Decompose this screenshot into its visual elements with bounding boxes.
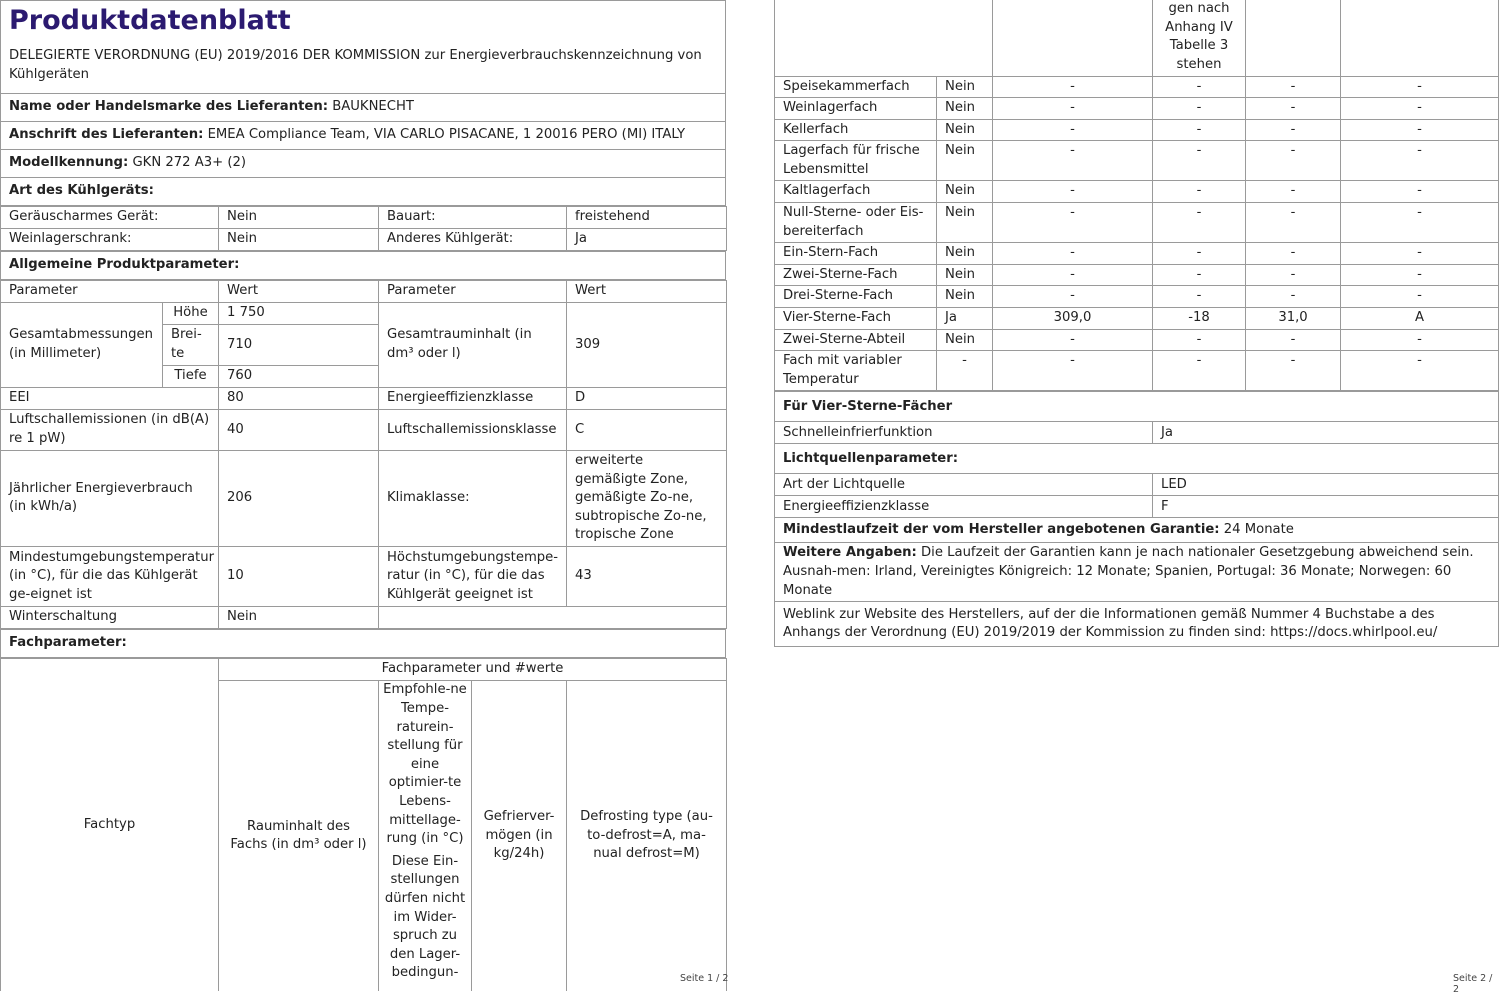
- width-value: 710: [219, 325, 379, 366]
- compartment-freeze: -: [1246, 76, 1341, 98]
- compartment-freeze: -: [1246, 203, 1341, 243]
- compartment-present: Nein: [937, 264, 993, 286]
- col-temp-text: Empfohle-ne Tempe-raturein-stellung für eine optimier-te Lebens-mittellage-rung (in °C): [383, 682, 467, 847]
- type-value: freistehend: [567, 207, 727, 229]
- winter-label: Winterschaltung: [1, 606, 219, 628]
- compartment-volume: -: [993, 329, 1153, 351]
- table-row: [775, 181, 1499, 203]
- fourstar-heading: Für Vier-Sterne-Fächer: [775, 392, 1499, 422]
- compartment-defrost: -: [1341, 264, 1499, 286]
- maxtemp-value: 43: [567, 546, 727, 606]
- further-text: Die Laufzeit der Garantien kann je nach nationaler Gesetzgebung abweichend sein. Ausnah-men: Irland, Vereinigtes Königreich: 12 Monate; Spanien, Portugal: 36 Monate; Norwegen: 60 Monate: [783, 545, 1474, 598]
- col-volume: Rauminhalt des Fachs (in dm³ oder l): [219, 681, 379, 991]
- compartment-name: Kaltlagerfach: [775, 181, 937, 203]
- cont-cell: [1246, 0, 1341, 76]
- type-value: Ja: [567, 229, 727, 251]
- further-label: Weitere Angaben:: [783, 545, 917, 561]
- supplier-name-label: Name oder Handelsmarke des Lieferanten:: [9, 99, 328, 115]
- volume-label: Gesamtrauminhalt (in dm³ oder l): [379, 303, 567, 388]
- comp-group-header: Fachparameter und #werte: [219, 658, 727, 680]
- weblink-url[interactable]: https://docs.whirlpool.eu/: [1270, 625, 1438, 641]
- table-row: [775, 203, 1499, 243]
- compartment-defrost: -: [1341, 181, 1499, 203]
- compartment-volume: -: [993, 264, 1153, 286]
- compartment-temp: -: [1153, 76, 1246, 98]
- cont-cell: [775, 0, 993, 76]
- compartment-temp: -: [1153, 286, 1246, 308]
- climate-value: erweiterte gemäßigte Zone, gemäßigte Zo-ne, subtropische Zo-ne, tropische Zone: [567, 451, 727, 547]
- compartment-freeze: -: [1246, 329, 1341, 351]
- compartment-present: Nein: [937, 98, 993, 120]
- col-temp-note: Diese Ein-stellungen dürfen nicht im Wider-spruch zu den Lager-bedingun-: [384, 853, 466, 981]
- table-row: [775, 286, 1499, 308]
- compartment-volume: -: [993, 181, 1153, 203]
- compartment-name: Speisekammerfach: [775, 76, 937, 98]
- compartment-name: Fach mit variabler Temperatur: [775, 351, 937, 391]
- warranty-label: Mindestlaufzeit der vom Hersteller angebotenen Garantie:: [783, 522, 1220, 538]
- regulation-text: DELEGIERTE VERORDNUNG (EU) 2019/2016 DER KOMMISSION zur Energieverbrauchskennzeichnung von Kühlgeräten: [1, 39, 726, 94]
- model-value: GKN 272 A3+ (2): [132, 155, 247, 171]
- warranty-value: 24 Monate: [1223, 522, 1294, 538]
- compartment-defrost: -: [1341, 98, 1499, 120]
- compartment-defrost: -: [1341, 351, 1499, 391]
- compartment-name: Lagerfach für frische Lebensmittel: [775, 141, 937, 181]
- compartment-freeze: -: [1246, 351, 1341, 391]
- compartment-freeze: -: [1246, 181, 1341, 203]
- compartment-name: Null-Sterne- oder Eis-bereiterfach: [775, 203, 937, 243]
- compartment-defrost: -: [1341, 119, 1499, 141]
- compartment-freeze: -: [1246, 119, 1341, 141]
- header-table: [0, 0, 726, 206]
- energy-value: 206: [219, 451, 379, 547]
- page-number-1: Seite 1 / 2: [680, 973, 729, 984]
- compartment-temp: -: [1153, 329, 1246, 351]
- compartment-temp: -: [1153, 243, 1246, 265]
- compartment-defrost: -: [1341, 243, 1499, 265]
- col-freeze: Gefrierver-mögen (in kg/24h): [472, 681, 567, 991]
- compartment-freeze: -: [1246, 243, 1341, 265]
- fourstar-table: [774, 391, 1499, 647]
- table-row: [775, 141, 1499, 181]
- compartment-temp: -: [1153, 203, 1246, 243]
- value-header: Wert: [219, 281, 379, 303]
- noiseclass-value: C: [567, 410, 727, 451]
- compartment-heading: Fachparameter:: [1, 629, 726, 657]
- compartment-defrost: -: [1341, 286, 1499, 308]
- width-label: Brei-te: [163, 325, 219, 366]
- general-heading-table: [0, 251, 726, 280]
- compartment-name: Drei-Sterne-Fach: [775, 286, 937, 308]
- compartment-volume: -: [993, 351, 1153, 391]
- compartment-defrost: A: [1341, 308, 1499, 330]
- col-temp: [379, 681, 472, 991]
- compartment-volume: -: [993, 98, 1153, 120]
- table-row: [775, 76, 1499, 98]
- eclass-label: Energieeffizienzklasse: [379, 388, 567, 410]
- compartment-volume: -: [993, 243, 1153, 265]
- type-label: Bauart:: [379, 207, 567, 229]
- compartment-volume: -: [993, 203, 1153, 243]
- compartment-name: Weinlagerfach: [775, 98, 937, 120]
- compartment-freeze: -: [1246, 264, 1341, 286]
- compartment-present: Nein: [937, 181, 993, 203]
- compartment-name: Kellerfach: [775, 119, 937, 141]
- fastfreeze-label: Schnelleinfrierfunktion: [775, 422, 1153, 444]
- compartment-volume: -: [993, 141, 1153, 181]
- type-label: Geräuscharmes Gerät:: [1, 207, 219, 229]
- noiseclass-label: Luftschallemissionsklasse: [379, 410, 567, 451]
- energy-label: Jährlicher Energieverbrauch (in kWh/a): [1, 451, 219, 547]
- mintemp-value: 10: [219, 546, 379, 606]
- table-row: [775, 264, 1499, 286]
- table-row: [775, 243, 1499, 265]
- compartment-present: -: [937, 351, 993, 391]
- compartment-freeze: -: [1246, 98, 1341, 120]
- compartment-defrost: -: [1341, 141, 1499, 181]
- compartment-temp: -18: [1153, 308, 1246, 330]
- compartment-heading-table: [0, 629, 726, 658]
- mintemp-label: Mindestumgebungstemperatur (in °C), für die das Kühlgerät ge-eignet ist: [1, 546, 219, 606]
- eei-value: 80: [219, 388, 379, 410]
- compartment-name: Vier-Sterne-Fach: [775, 308, 937, 330]
- type-row: [1, 229, 727, 251]
- compartment-present: Nein: [937, 243, 993, 265]
- compartment-name: Zwei-Sterne-Fach: [775, 264, 937, 286]
- cont-cell: [993, 0, 1153, 76]
- winter-value: Nein: [219, 606, 379, 628]
- compartment-temp: -: [1153, 141, 1246, 181]
- volume-value: 309: [567, 303, 727, 388]
- table-row: [775, 351, 1499, 391]
- depth-value: 760: [219, 366, 379, 388]
- compartment-defrost: -: [1341, 329, 1499, 351]
- eei-label: EEI: [1, 388, 219, 410]
- general-params-table: [0, 280, 727, 629]
- compartment-present: Nein: [937, 329, 993, 351]
- compartment-header-table: [0, 658, 727, 991]
- compartment-present: Ja: [937, 308, 993, 330]
- compartment-freeze: 31,0: [1246, 308, 1341, 330]
- compartment-volume: -: [993, 76, 1153, 98]
- compartment-table: [774, 0, 1499, 391]
- cont-cell: [1341, 0, 1499, 76]
- col-defrost: Defrosting type (au-to-defrost=A, ma-nual defrost=M): [567, 681, 727, 991]
- compartment-freeze: -: [1246, 286, 1341, 308]
- general-heading: Allgemeine Produktparameter:: [1, 252, 726, 280]
- height-label: Höhe: [163, 303, 219, 325]
- compartment-temp: -: [1153, 119, 1246, 141]
- compartment-defrost: -: [1341, 203, 1499, 243]
- compartment-volume: -: [993, 119, 1153, 141]
- light-heading: Lichtquellenparameter:: [775, 444, 1499, 474]
- compartment-present: Nein: [937, 286, 993, 308]
- eclass-value: D: [567, 388, 727, 410]
- compartment-present: Nein: [937, 76, 993, 98]
- light-class-label: Energieeffizienzklasse: [775, 496, 1153, 518]
- page-number-2: Seite 2 / 2: [1453, 973, 1493, 995]
- header-cont: gen nach Anhang IV Tabelle 3 stehen: [1153, 0, 1246, 76]
- compartment-defrost: -: [1341, 76, 1499, 98]
- dimensions-label: Gesamtabmessungen (in Millimeter): [1, 303, 163, 388]
- compartment-volume: -: [993, 286, 1153, 308]
- compartment-name: Ein-Stern-Fach: [775, 243, 937, 265]
- compartment-name: Zwei-Sterne-Abteil: [775, 329, 937, 351]
- compartment-present: Nein: [937, 141, 993, 181]
- param-header: Parameter: [379, 281, 567, 303]
- light-class-value: F: [1153, 496, 1499, 518]
- fastfreeze-value: Ja: [1153, 422, 1499, 444]
- noise-value: 40: [219, 410, 379, 451]
- compartment-temp: -: [1153, 98, 1246, 120]
- type-label: Anderes Kühlgerät:: [379, 229, 567, 251]
- compartment-volume: 309,0: [993, 308, 1153, 330]
- empty-cell: [379, 606, 727, 628]
- table-row: [775, 308, 1499, 330]
- type-heading: Art des Kühlgeräts:: [1, 178, 726, 206]
- table-row: [775, 329, 1499, 351]
- compartment-freeze: -: [1246, 141, 1341, 181]
- col-fachtyp: Fachtyp: [1, 658, 219, 991]
- table-row: [775, 98, 1499, 120]
- maxtemp-label: Höchstumgebungstempe-ratur (in °C), für die das Kühlgerät geeignet ist: [379, 546, 567, 606]
- page-2: [774, 0, 1498, 645]
- param-header: Parameter: [1, 281, 219, 303]
- supplier-address: EMEA Compliance Team, VIA CARLO PISACANE, 1 20016 PERO (MI) ITALY: [207, 127, 686, 143]
- light-type-label: Art der Lichtquelle: [775, 474, 1153, 496]
- compartment-temp: -: [1153, 181, 1246, 203]
- type-row: [1, 207, 727, 229]
- depth-label: Tiefe: [163, 366, 219, 388]
- supplier-name: BAUKNECHT: [332, 99, 414, 115]
- compartment-temp: -: [1153, 351, 1246, 391]
- type-table: [0, 206, 727, 251]
- compartment-temp: -: [1153, 264, 1246, 286]
- type-value: Nein: [219, 229, 379, 251]
- climate-label: Klimaklasse:: [379, 451, 567, 547]
- type-value: Nein: [219, 207, 379, 229]
- page-title: Produktdatenblatt: [9, 5, 291, 36]
- compartment-present: Nein: [937, 203, 993, 243]
- supplier-address-label: Anschrift des Lieferanten:: [9, 127, 204, 143]
- compartment-rows: [775, 76, 1499, 391]
- noise-label: Luftschallemissionen (in dB(A) re 1 pW): [1, 410, 219, 451]
- weblink-text: Weblink zur Website des Herstellers, auf der die Informationen gemäß Nummer 4 Buchstabe a des Anhangs der Verordnung (EU) 2019/2019 der Kommission zu finden sind:: [783, 606, 1435, 641]
- type-label: Weinlagerschrank:: [1, 229, 219, 251]
- value-header: Wert: [567, 281, 727, 303]
- height-value: 1 750: [219, 303, 379, 325]
- model-label: Modellkennung:: [9, 155, 129, 171]
- light-type-value: LED: [1153, 474, 1499, 496]
- table-row: [775, 119, 1499, 141]
- compartment-present: Nein: [937, 119, 993, 141]
